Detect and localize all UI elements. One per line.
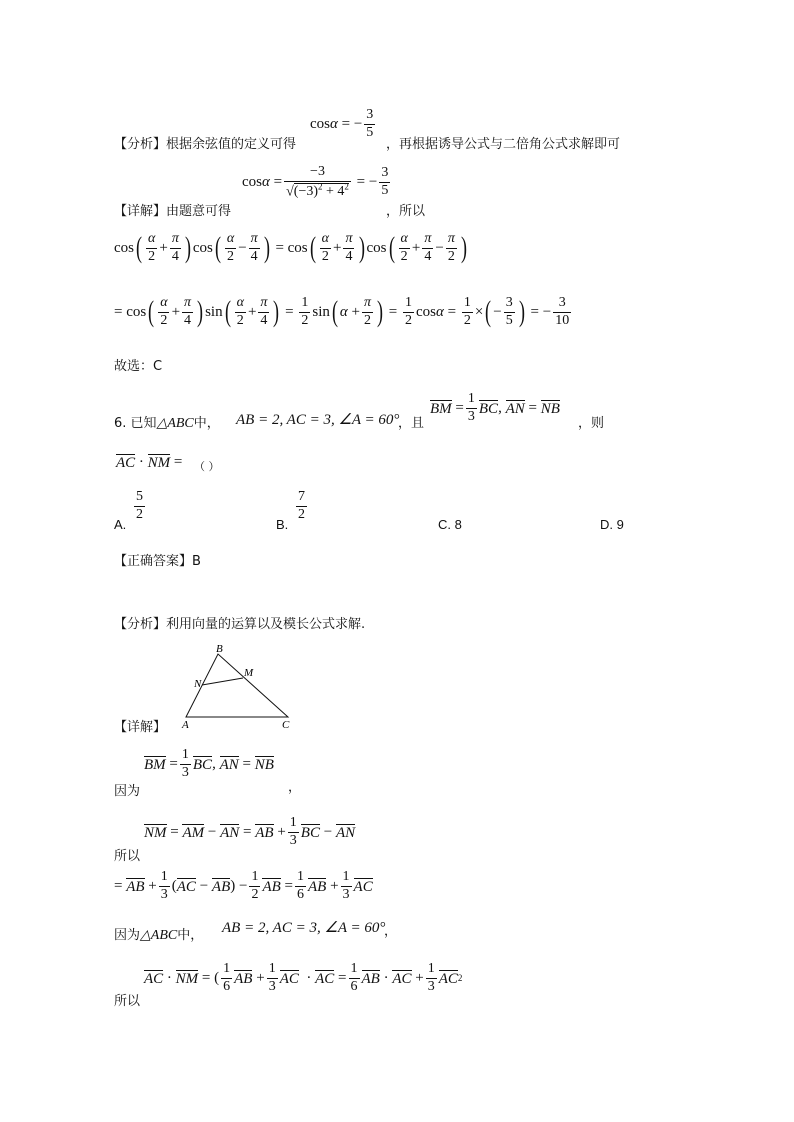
question-and: ，且 [398,416,425,431]
conditions-comma: ， [384,924,398,939]
analysis2-tag: 【分析】 [114,617,167,632]
cos-alpha-derivation: cos α = $\frac{-3}{√(-3)^2 + 4^2}$ = − $\frac{3}{5}$ [242,164,389,200]
detail2-tag: 【详解】 [114,720,167,735]
question-6-stem [114,412,220,432]
option-b-num: 7 [298,489,305,504]
detail-text-after: ，所以 [386,204,426,219]
option-b-den: 2 [298,506,305,522]
because-label: 因为 [114,784,141,799]
because-mid: 中， [177,928,204,943]
detail-tag: 【详解】 [114,204,167,219]
question-paren: （ ） [194,460,220,473]
choice-result: 故选：C [114,359,163,374]
therefore-label-1: 所以 [114,849,141,864]
label-b: B [216,643,223,655]
because-label-2: 因为△ABC中， [114,928,204,943]
detail-line-1 [114,200,231,219]
vector-conditions: BM = $\frac{1}{3}$ BC , AN = NB [430,391,560,424]
because-text: 因为 [114,928,141,943]
answer-value: B [192,554,201,569]
therefore-label-2: 所以 [114,994,141,1009]
equation-line-2: = cos ( $\frac{\alpha}{2}$ + $\frac{\pi}{4}$ ) sin ( $\frac{\alpha}{2}$ + $\frac{\pi}{4}$ ) = $\frac{1}{2}$ sin ( α + $\frac{\pi}{2}$ ) = $\frac{1}{2}$ cos α = $\frac{1}{2}$ × ( − $\frac{3}{5}$ ) = − $\frac{3}{10}$ [114,295,570,329]
correct-answer [114,550,201,569]
vector-conditions-2: BM = $\frac{1}{3}$ BC , AN = NB [144,747,274,780]
conditions-2: AB = 2, AC = 3, ∠A = 60° [222,920,386,936]
cos-alpha-equation: cos α = − $\frac{3}{5}$ [310,107,374,140]
option-c-value: 8 [454,517,462,532]
question-mid: 中， [193,416,220,431]
analysis-line-2 [114,613,365,632]
nm-expansion: = AB + $\frac{1}{3}$ ( AC − AB ) − $\frac{1}{2}$ AB = $\frac{1}{6}$ AB + $\frac{1}{3}$ AC [114,869,373,902]
analysis-tag: 【分析】 [114,137,167,152]
analysis-text-after: ，再根据诱导公式与二倍角公式求解即可 [386,137,621,152]
question-then: ，则 [578,416,605,431]
label-m: M [244,667,254,679]
segment-nm [202,678,243,685]
option-a-num: 5 [136,489,143,504]
label-a: A [182,719,189,731]
option-a-den: 2 [136,506,143,522]
detail-text-before: 由题意可得 [166,204,232,219]
triangle-abc: △ABC [156,416,194,431]
question-number: 6. [114,416,127,431]
option-c [438,517,462,532]
answer-tag: 【正确答案】 [114,554,193,569]
option-d-label: D. [600,517,613,532]
equation-line-1: cos ( $\frac{\alpha}{2}$ + $\frac{\pi}{4}$ ) cos ( $\frac{\alpha}{2}$ − $\frac{\pi}{4}$ ) = cos ( $\frac{\alpha}{2}$ + $\frac{\pi}{4}$ ) cos ( $\frac{\alpha}{2}$ + $\frac{\pi}{4}$ − $\frac{\pi}{2}$ ) [114,231,467,265]
triangle-figure [176,642,296,732]
option-d [600,517,624,532]
analysis2-text: 利用向量的运算以及模长公式求解. [166,617,366,632]
question-prefix: 已知 [130,416,157,431]
option-c-label: C. [438,517,451,532]
option-a-label: A. [114,517,127,532]
label-c: C [282,719,290,731]
nm-expression: NM = AM − AN = AB + $\frac{1}{3}$ BC − AN [144,815,356,848]
dot-product-expression: AC · NM = [116,454,183,471]
label-n: N [194,678,202,690]
because-comma: ， [288,780,302,795]
analysis-text-before: 根据余弦值的定义可得 [166,137,297,152]
final-expression: AC · NM = ( $\frac{1}{6}$ AB + $\frac{1}{3}$ AC · AC = $\frac{1}{6}$ AB · AC + $\frac{1}{3}$ AC 2 [144,961,463,994]
option-d-value: 9 [616,517,624,532]
question-conditions: AB = 2, AC = 3, ∠A = 60° [236,412,400,428]
analysis-line-1 [114,133,296,152]
option-b-label: B. [276,517,289,532]
